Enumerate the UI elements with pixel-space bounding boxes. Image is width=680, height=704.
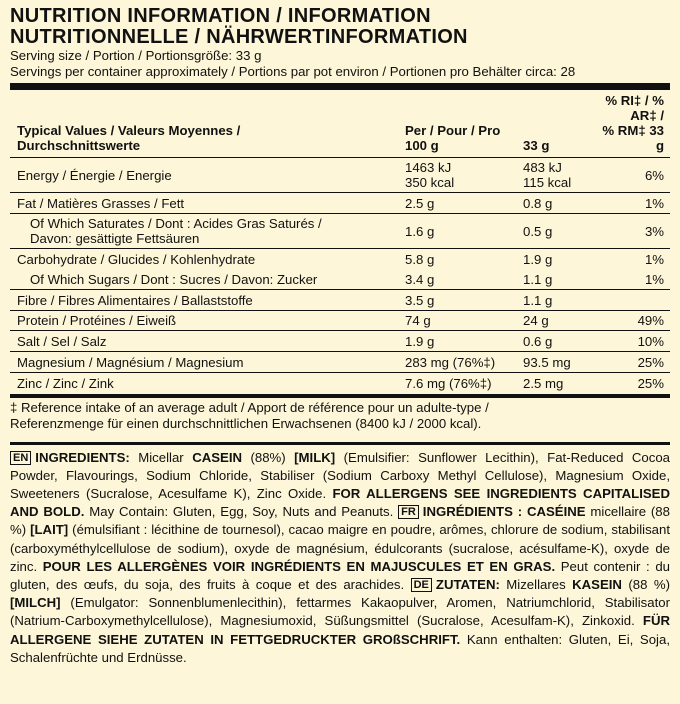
- allergen-milk-en: [MILK]: [294, 449, 336, 465]
- row-per-33g: 93.5 mg: [523, 352, 601, 373]
- header-typical-values: Typical Values / Valeurs Moyennes / Durchschnittswerte: [17, 123, 241, 153]
- row-per-100g: 5.8 g: [405, 249, 523, 270]
- row-name: Fat / Matières Grasses / Fett: [10, 193, 405, 214]
- row-per-33g: 483 kJ 115 kcal: [523, 158, 601, 193]
- row-per-100g: 1463 kJ 350 kcal: [405, 158, 523, 193]
- allergen-casein-en: CASEIN: [192, 449, 243, 465]
- ingredients-label-en: INGREDIENTS:: [35, 449, 130, 465]
- top-rule: [10, 83, 670, 90]
- row-per-100g: 1.9 g: [405, 331, 523, 352]
- table-row-fat: [10, 193, 670, 214]
- serving-size: Serving size / Portion / Portionsgröße: 33 g: [10, 48, 262, 63]
- header-per-label: Per / Pour / Pro: [405, 123, 501, 138]
- table-row-sugars: [10, 270, 670, 290]
- table-row-carbohydrate: [10, 249, 670, 270]
- row-ri: 1%: [644, 271, 664, 287]
- row-per-100g: 1.6 g: [405, 214, 523, 249]
- table-row-saturates: [10, 214, 670, 249]
- language-badge-fr: FR: [398, 505, 419, 519]
- allergen-milk-fr: [LAIT]: [30, 522, 69, 538]
- ingredients-label-fr: INGRÉDIENTS :: [422, 504, 523, 520]
- row-name: Salt / Sel / Salz: [10, 331, 405, 352]
- row-ri: 3%: [601, 214, 670, 249]
- table-header: [10, 90, 670, 158]
- row-per-100g: 3.4 g: [405, 271, 435, 287]
- title-line-2: NUTRITIONNELLE / NÄHRWERTINFORMATION: [10, 26, 468, 48]
- header-reference-intake: % RI‡ / % AR‡ / % RM‡ 33 g: [602, 93, 664, 153]
- row-per-33g: 0.5 g: [523, 214, 601, 249]
- row-per-33g: 0.8 g: [523, 193, 601, 214]
- table-row-zinc: [10, 373, 670, 394]
- allergen-casein-de: KASEIN: [572, 576, 622, 592]
- allergen-notice-de: FÜR ALLERGENE SIEHE ZUTATEN IN FETTGEDRUCKTER GROßSCHRIFT.: [10, 613, 670, 647]
- row-name: Of Which Saturates / Dont : Acides Gras Saturés / Davon: gesättigte Fettsäuren: [10, 214, 405, 249]
- row-per-33g: 2.5 mg: [523, 373, 601, 394]
- row-ri: 25%: [601, 352, 670, 373]
- row-ri: 1%: [601, 249, 670, 270]
- allergen-notice-en: FOR ALLERGENS SEE INGREDIENTS CAPITALISED AND BOLD.: [10, 485, 670, 520]
- row-ri: 49%: [601, 311, 670, 331]
- row-per-33g: 1.9 g: [523, 249, 601, 270]
- header-per-33g: 33 g: [523, 138, 550, 153]
- row-name: Protein / Protéines / Eiweiß: [10, 311, 405, 331]
- row-per-33g: 0.6 g: [523, 331, 601, 352]
- row-per-33g: 1.1 g: [523, 290, 601, 311]
- row-per-100g: 283 mg (76%‡): [405, 352, 523, 373]
- row-ri: 1%: [601, 193, 670, 214]
- language-badge-en: EN: [10, 451, 31, 465]
- row-name: Of Which Sugars / Dont : Sucres / Davon: Zucker: [30, 271, 318, 287]
- row-per-33g: 24 g: [523, 311, 601, 331]
- row-name: Energy / Énergie / Energie: [10, 158, 405, 193]
- table-row-salt: [10, 331, 670, 352]
- table-row-energy: [10, 158, 670, 193]
- row-name: Fibre / Fibres Alimentaires / Ballaststoffe: [10, 290, 405, 311]
- ingredients-block: EN INGREDIENTS: Micellar CASEIN (88%) [MILK] (Emulsifier: Sunflower Lecithin), Fat-Reduced Cocoa Powder, Flavourings, Sodium Chloride, Stabiliser (Sodium Carboxy Methyl Cellulose), Magnesium Oxide, Sweeteners (Sucralose, Acesulfame K), Zinc Oxide. FOR ALLERGENS SEE INGREDIENTS CAPITALISED AND BOLD. May Contain: Gluten, Egg, Soy, Nuts and Peanuts. FR INGRÉDIENTS : CASÉINE micellaire (88 %) [LAIT] (émulsifiant : lécithine de tournesol), cacao maigre en poudre, arômes, chlorure de sodium, stabilisant (carboxyméthylcellulose de sodium), oxyde de magnésium, édulcorants (sucralose, acésulfame-K), oxyde de zinc. POUR LES ALLERGÈNES VOIR INGRÉDIENTS EN MAJUSCULES ET EN GRAS. Peut contenir : du gluten, des œufs, du soja, des fruits à coque et des arachides. DE ZUTATEN: Mizellares KASEIN (88 %) [MILCH] (Emulgator: Sonnenblumenlecithin), fettarmes Kakaopulver, Aromen, Natriumchlorid, Stabilisator (Natrium-Carboxymethylcellulose), Magnesiumoxid, Süßungsmittel (Sucralose, Acesulfam-K), Zinkoxid. FÜR ALLERGENE SIEHE ZUTATEN IN FETTGEDRUCKTER GROßSCHRIFT. Kann enthalten: Gluten, Ei, Soja, Schalenfrüchte und Erdnüsse.: [10, 449, 671, 665]
- row-name: Carbohydrate / Glucides / Kohlenhydrate: [10, 249, 405, 270]
- row-per-33g: 1.1 g: [523, 271, 553, 287]
- language-badge-de: DE: [411, 578, 432, 592]
- table-row-magnesium: [10, 352, 670, 373]
- allergen-casein-fr: CASÉINE: [526, 504, 586, 520]
- header-per-100g: Per / Pour / Pro 100 g: [405, 123, 501, 153]
- row-ri: 25%: [601, 373, 670, 394]
- allergen-notice-fr: POUR LES ALLERGÈNES VOIR INGRÉDIENTS EN MAJUSCULES ET EN GRAS.: [42, 558, 556, 574]
- nutrition-table: [10, 90, 670, 394]
- row-ri: 6%: [601, 158, 670, 193]
- row-per-100g: 3.5 g: [405, 290, 523, 311]
- title-line-1: NUTRITION INFORMATION / INFORMATION: [10, 5, 431, 27]
- row-ri: 10%: [601, 331, 670, 352]
- table-row-fibre: [10, 290, 670, 311]
- servings-per-container: Servings per container approximately / Portions par pot environ / Portionen pro Behälter circa: 28: [10, 64, 576, 79]
- allergen-milk-de: [MILCH]: [10, 595, 61, 611]
- footnote-line-1: ‡ Reference intake of an average adult / Apport de référence pour un adulte-type /: [10, 399, 489, 415]
- ingredients-label-de: ZUTATEN:: [435, 576, 500, 592]
- row-ri: [601, 290, 670, 311]
- row-per-100g: 7.6 mg (76%‡): [405, 373, 523, 394]
- footnote: [10, 398, 670, 432]
- row-per-100g: 74 g: [405, 311, 523, 331]
- row-per-100g: 2.5 g: [405, 193, 523, 214]
- row-name: Zinc / Zinc / Zink: [10, 373, 405, 394]
- table-row-protein: [10, 311, 670, 331]
- row-name: Magnesium / Magnésium / Magnesium: [10, 352, 405, 373]
- title: [10, 6, 670, 48]
- footnote-line-2: Referenzmenge für einen durchschnittlichen Erwachsenen (8400 kJ / 2000 kcal).: [10, 415, 482, 431]
